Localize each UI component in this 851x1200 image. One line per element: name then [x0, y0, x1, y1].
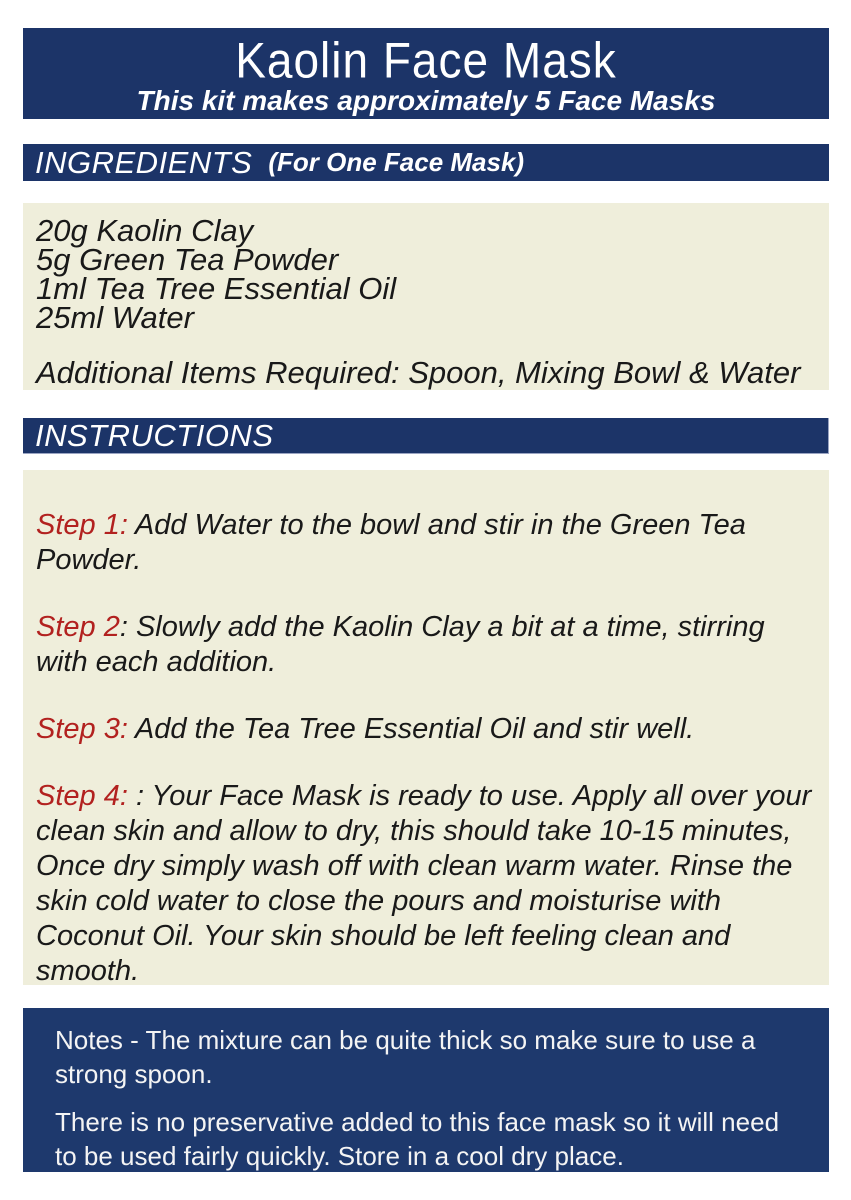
step-2-text: : Slowly add the Kaolin Clay a bit at a time, stirring with each addition. [36, 611, 773, 678]
ingredients-heading: INGREDIENTS [35, 144, 253, 180]
step-4-text: : Your Face Mask is ready to use. Apply all over your clean skin and allow to dry, this should take 10-15 minutes, Once dry simply wash off with clean warm water. Rinse the skin cold water to close the pours and moisturise with Coconut Oil. Your skin should be left feeling clean and smooth. [36, 780, 820, 987]
page-title: Kaolin Face Mask [235, 31, 617, 89]
step-1 [36, 508, 813, 578]
step-1-text: Add Water to the bowl and stir in the Green Tea Powder. [36, 509, 754, 576]
notes-paragraph: Notes - The mixture can be quite thick so make sure to use a strong spoon. [55, 1025, 756, 1089]
step-2-label: Step 2 [36, 611, 120, 643]
ingredient-item: 25ml Water [36, 300, 194, 335]
ingredient-item: 1ml Tea Tree Essential Oil [36, 271, 397, 306]
instructions-heading-bar [23, 418, 829, 454]
header-banner [23, 28, 829, 119]
step-1-label: Step 1: [36, 509, 128, 541]
additional-items-note: Additional Items Required: Spoon, Mixing Bowl & Water [36, 355, 801, 390]
step-4 [36, 779, 820, 989]
ingredients-heading-bar [23, 144, 829, 181]
page-subtitle: This kit makes approximately 5 Face Masks [136, 85, 716, 116]
instructions-panel [23, 470, 829, 985]
instructions-heading: INSTRUCTIONS [35, 417, 274, 453]
ingredient-item: 5g Green Tea Powder [36, 242, 339, 277]
step-4-label: Step 4: [36, 780, 128, 812]
notes-panel [23, 1008, 829, 1172]
step-3-label: Step 3: [36, 713, 128, 745]
notes-paragraph: There is no preservative added to this face mask so it will need to be used fairly quickly. Store in a cool dry place. [55, 1107, 780, 1171]
ingredient-item: 20g Kaolin Clay [36, 213, 254, 248]
ingredients-panel [23, 203, 829, 390]
ingredients-heading-note: (For One Face Mask) [268, 147, 525, 177]
step-2 [36, 610, 813, 680]
step-3 [36, 712, 813, 747]
step-3-text: Add the Tea Tree Essential Oil and stir well. [127, 713, 695, 745]
